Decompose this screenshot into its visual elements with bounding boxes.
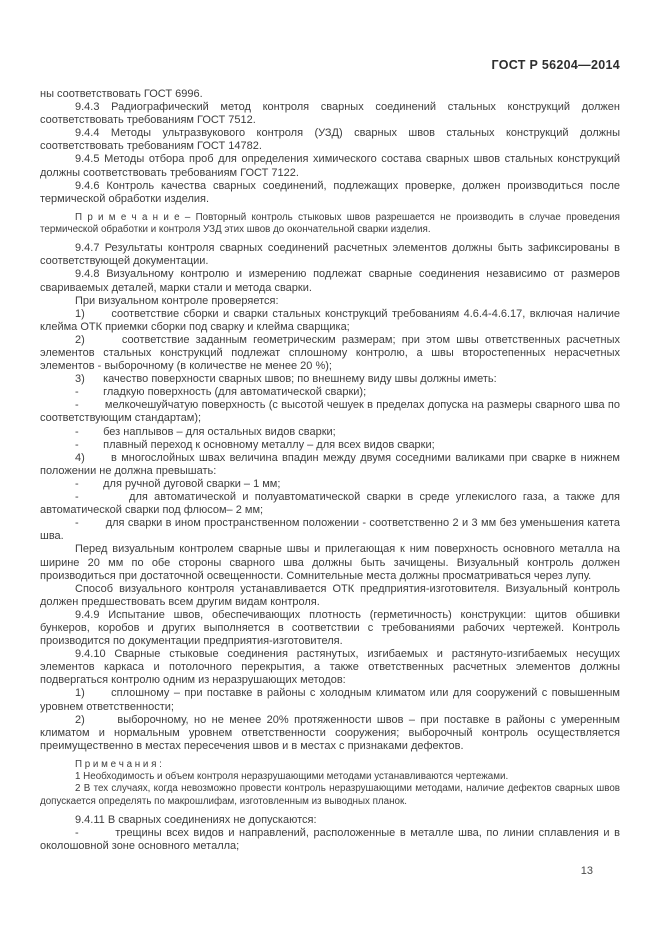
para-9-4-5: 9.4.5 Методы отбора проб для определения химического состава сварных швов стальных конструкций должны соответствовать требованиям ГОСТ 7122. bbox=[40, 153, 620, 179]
dash-item-smooth-transition: - плавный переход к основному металлу – для всех видов сварки; bbox=[75, 438, 435, 451]
para-visual-method: Способ визуального контроля устанавливается ОТК предприятия-изготовителя. Визуальный контроль должен предшествовать всем другим видам контроля. bbox=[40, 582, 620, 608]
dash-item-automatic-co2: - для автоматической и полуавтоматической сварки в среде углекислого газа, а также для автоматической сварки под флюсом– 2 мм; bbox=[40, 491, 620, 517]
para-9-4-6: 9.4.6 Контроль качества сварных соединений, подлежащих проверке, должен производиться после термической обработки изделия. bbox=[40, 179, 620, 205]
dash-item-smooth-surface: - гладкую поверхность (для автоматической сварки); bbox=[75, 386, 367, 399]
para-before-visual-control: Перед визуальным контролем сварные швы и прилегающая к ним поверхность основного металла на ширине 20 мм по обе стороны сварного шва должны быть зачищены. Визуальный контроль должен производиться при достаточной освещенности. Сомнительные места должны просматриваться через лупу. bbox=[40, 543, 620, 582]
notes-header: П р и м е ч а н и я : bbox=[75, 758, 162, 770]
list-item-3-surface: 3) качество поверхности сварных швов; по внешнему виду швы должны иметь: bbox=[75, 373, 497, 386]
dash-item-cracks: - трещины всех видов и направлений, расположенные в металле шва, по линии сплавления и в околошовной зоне основного металла; bbox=[40, 826, 620, 852]
para-9-4-4: 9.4.4 Методы ультразвукового контроля (УЗД) сварных швов стальных конструкций должны соответствовать требованиям ГОСТ 14782. bbox=[40, 127, 620, 153]
dash-item-manual-arc: - для ручной дуговой сварки – 1 мм; bbox=[75, 477, 281, 490]
page-number: 13 bbox=[580, 865, 593, 877]
list-item-1-assembly: 1) соответствие сборки и сварки стальных конструкций требованиям 4.6.4-4.6.17, включая наличие клейма ОТК приемки сборки под сварку и клейма сварщика; bbox=[40, 307, 620, 333]
note-9-4-6: П р и м е ч а н и е – Повторный контроль стыковых швов разрешается не производить в случае проведения термической обработки и контроля УЗД этих швов до окончательной сварки изделия. bbox=[40, 211, 620, 236]
para-9-4-11: 9.4.11 В сварных соединениях не допускаются: bbox=[75, 813, 317, 826]
note-item-2: 2 В тех случаях, когда невозможно провести контроль неразрушающими методами, наличие дефектов сварных швов допускается определять по макрошлифам, изготовленным из выводных планок. bbox=[40, 783, 620, 807]
document-body bbox=[40, 88, 620, 853]
dash-item-other-position: - для сварки в ином пространственном положении - соответственно 2 и 3 мм без уменьшения катета шва. bbox=[40, 517, 620, 543]
dash-item-no-overlaps: - без наплывов – для остальных видов сварки; bbox=[75, 425, 336, 438]
dash-item-fine-scale-surface: - мелкочешуйчатую поверхность (с высотой чешуек в пределах допуска на размеры сварного шва по соответствующим стандартам); bbox=[40, 399, 620, 425]
note-item-1: 1 Необходимость и объем контроля неразрушающими методами устанавливаются чертежами. bbox=[75, 771, 509, 783]
para-9-4-10: 9.4.10 Сварные стыковые соединения растянутых, изгибаемых и растянуто-изгибаемых несущих элементов каркаса и потолочного перекрытия, а также ответственных расчетных элементов должны подвергаться контролю одним из неразрушающих методов: bbox=[40, 648, 620, 687]
para-9-4-8: 9.4.8 Визуальному контролю и измерению подлежат сварные соединения независимо от размеров свариваемых деталей, марки стали и метода сварки. bbox=[40, 268, 620, 294]
para-visual-check-intro: При визуальном контроле проверяется: bbox=[75, 294, 279, 307]
list-item-2-geometry: 2) соответствие заданным геометрическим размерам; при этом швы ответственных расчетных элементов стальных конструкций подлежат сплошному контролю, а швы второстепенных нерасчетных элементов - выборочному (в количестве не менее 20 %); bbox=[40, 333, 620, 373]
list-item-1-continuous: 1) сплошному – при поставке в районы с холодным климатом или для сооружений с повышенным уровнем ответственности; bbox=[40, 687, 620, 713]
para-9-4-9: 9.4.9 Испытание швов, обеспечивающих плотность (герметичность) конструкции: щитов обшивки бункеров, коробов и других выполняется в соответствии с требованиями рабочих чертежей. Контроль производится по документации предприятия-изготовителя. bbox=[40, 608, 620, 648]
para-9-4-3: 9.4.3 Радиографический метод контроля сварных соединений стальных конструкций должен соответствовать требованиям ГОСТ 7512. bbox=[40, 101, 620, 127]
list-item-4-multilayer: 4) в многослойных швах величина впадин между двумя соседними валиками при сварке в нижнем положении не должна превышать: bbox=[40, 451, 620, 477]
document-header: ГОСТ Р 56204—2014 bbox=[491, 58, 620, 72]
para-9-4-7: 9.4.7 Результаты контроля сварных соединений расчетных элементов должны быть зафиксированы в соответствующей документации. bbox=[40, 242, 620, 268]
list-item-2-selective: 2) выборочному, но не менее 20% протяженности швов – при поставке в районы с умеренным климатом и нормальным уровнем ответственности сооружения; выборочный контроль осуществляется преимущественно в местах пересечения швов и в местах с признаками дефектов. bbox=[40, 713, 620, 752]
para-continuation: ны соответствовать ГОСТ 6996. bbox=[40, 88, 203, 100]
